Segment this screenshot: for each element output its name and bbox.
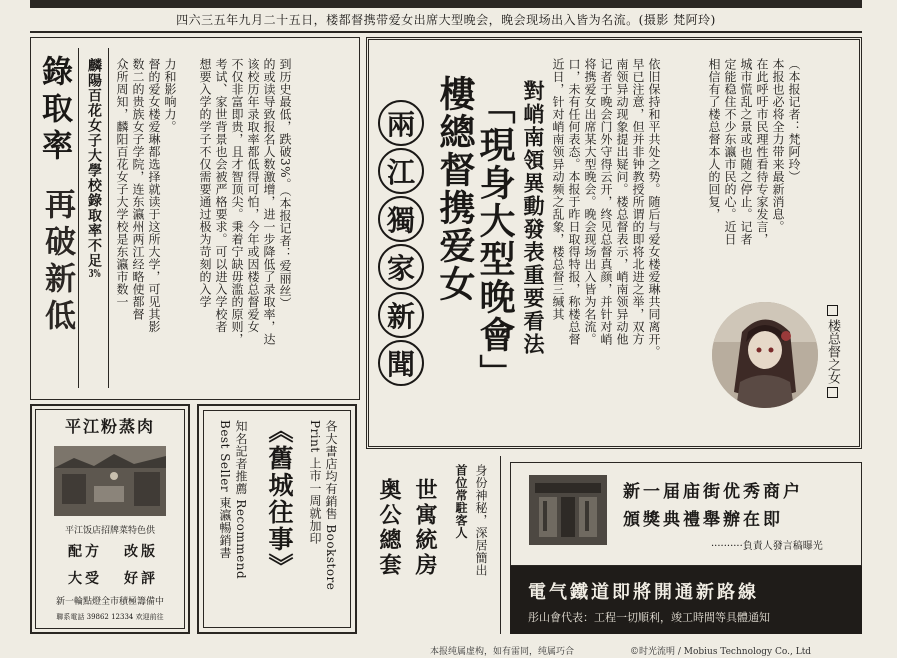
left-body-col: 数二的贵族女子学院，连东瀛州两江经略使都督 (131, 58, 145, 321)
restaurant-tagline: 平江饭店招牌菜特色供 (64, 526, 155, 536)
left-body-col: 到历史最低，跌破3%。（本报记者：爱丽丝） (278, 58, 292, 310)
circle-char: 兩 (378, 100, 424, 146)
left-subhead (84, 58, 104, 279)
slogan-reviews: 好評 (124, 571, 158, 587)
restaurant-footer: 新一輪點燈全市積極籌備中 (55, 597, 164, 607)
railway-ad (510, 566, 862, 634)
left-body-col: 该校历年录取率都低得可怕，今年或因楼总督爱女 (246, 58, 260, 333)
shopfront-icon (529, 475, 607, 545)
main-headline-col2: 「現身大型晚會」 (474, 88, 516, 392)
mystery-title-col: 世寓統房 (412, 478, 438, 578)
exclusive-news-circles (378, 100, 424, 386)
main-body-col: 记者于晚会门外守得云开，终见总督真颜，并针对峭 (599, 58, 613, 346)
merchant-dots: ·········· (711, 541, 743, 552)
main-body-col: 口，未有任何表态。本报于昨日取得特报，称楼总督 (567, 58, 581, 346)
book-info-line: 各大書店均有銷售 Bookstore (324, 420, 338, 591)
slogan-formula: 配方 (68, 544, 102, 560)
merchant-note-text: 負責人發言稿曝光 (742, 541, 823, 552)
left-subhead-pct: 3% (88, 268, 101, 279)
restaurant-street-icon (54, 446, 166, 516)
railway-subtitle: 彤山會代表：工程一切順利，竣工時間等具體通知 (528, 611, 770, 624)
book-author-line: 知名記者推薦 Recommend (234, 420, 248, 580)
left-subhead-text: 麟陽百花女子大學校錄取率不足 (86, 58, 102, 268)
left-body-col: 的或读导致报名人数激增，进一步降低了录取率，达 (262, 58, 276, 346)
photo-caption-daughter (823, 305, 842, 398)
restaurant-title: 平江粉蒸肉 (64, 417, 155, 436)
daughter-caption-text: 楼总督之女 (825, 319, 840, 384)
main-kicker: 對峭南領異動發表重要看法 (521, 80, 546, 356)
temple-street-photo (529, 475, 607, 545)
circle-char: 家 (378, 244, 424, 290)
photo-caption-top: 四六三五年九月二十五日，楼都督携带爱女出席大型晚会，晚会现场出入皆为名流。(摄影 梵阿玲) (30, 9, 862, 33)
mystery-side-line: 首位常駐客人 (454, 464, 468, 539)
main-body-col: 城市慌乱之景或也随之停止。记者 (739, 58, 753, 246)
main-body-col: 本报也必将全力带来最新消息。 (771, 58, 785, 233)
mystery-title-col: 奥公總套 (376, 478, 402, 578)
main-headline-col1: 樓總督携爱女 (434, 75, 476, 303)
footer-copyright: ©时光流明 / Mobius Technology Co., Ltd (630, 647, 812, 657)
book-author-line: Best Seller 東瀛暢銷書 (218, 420, 232, 559)
book-title: 《舊城往事》 (265, 418, 294, 580)
book-ad (197, 404, 357, 634)
circle-char: 聞 (378, 340, 424, 386)
merchant-note (711, 537, 823, 552)
main-body-col: 定能稳住不少东瀛市民的心。近日 (723, 58, 737, 246)
circle-char: 獨 (378, 196, 424, 242)
restaurant-photo (54, 446, 166, 516)
main-body-col: 依旧保持和平共处之势。随后与爱女楼爱琳共同离开。 (647, 58, 661, 358)
main-body-col: 将携爱女出席某大型晚会。晚会现场出入皆为名流。 (583, 58, 597, 346)
merchant-award-ad (510, 462, 862, 566)
caption-box-right (827, 387, 838, 398)
left-headline-2: 再破新低 (39, 188, 75, 336)
divider (500, 456, 501, 634)
divider (108, 48, 109, 388)
left-headline-1: 錄取率 (36, 55, 72, 166)
left-body-col: 不仅非富即贵，且才智顶尖。秉着宁缺毋滥的原则， (230, 58, 244, 346)
restaurant-contact: 聯系電話 39862 12334 欢迎前往 (56, 613, 164, 621)
daughter-photo (712, 302, 818, 408)
main-body-col: 在此呼吁市民理性看待专家发言， (755, 58, 769, 246)
circle-char: 新 (378, 292, 424, 338)
top-photo-strip (30, 0, 862, 8)
mystery-side-line: 身份神秘，深居簡出 (474, 464, 488, 577)
caption-box-left (827, 305, 838, 316)
left-body-col: 想要入学的学子不仅需要通过极为苛刻的入学 (198, 58, 212, 308)
merchant-line2: 頒獎典禮舉辦在即 (623, 510, 783, 530)
slogan-well-received: 大受 (68, 571, 102, 587)
main-body-col: （本报记者：梵阿玲） (787, 58, 801, 183)
slogan-revised: 改版 (124, 544, 158, 560)
footer-disclaimer: 本报纯属虚构，如有雷同，纯属巧合 (430, 647, 575, 657)
divider (78, 48, 79, 388)
railway-title: 電气鐵道即將開通新路線 (528, 582, 759, 603)
main-body-col: 近日，针对峭南领异动频之乱象，楼总督三缄其 (551, 58, 565, 321)
main-body-col: 相信有了楼总督本人的回复， (707, 58, 721, 221)
merchant-line1: 新一届庙街优秀商户 (623, 482, 803, 502)
daughter-portrait-icon (712, 302, 818, 408)
left-body-col: 督的爱女楼爱琳都选择就读于这所大学，可见其影 (147, 58, 161, 333)
book-info-line: Print 上市一周就加印 (308, 420, 322, 545)
circle-char: 江 (378, 148, 424, 194)
left-body-col: 力和影响力。 (163, 58, 177, 133)
left-body-col: 考试、家世背景也会被严格要求。可以进入学校者 (214, 58, 228, 333)
main-body-col: 早已注意，但并非钟教授所谓的即将北进之举，双方 (631, 58, 645, 346)
main-body-col: 南领异动现象提出疑问。楼总督表示，峭南领异动他 (615, 58, 629, 346)
restaurant-ad (30, 404, 190, 634)
left-body-col: 众所周知，麟阳百花女子大学校是东瀛市数一 (115, 58, 129, 308)
